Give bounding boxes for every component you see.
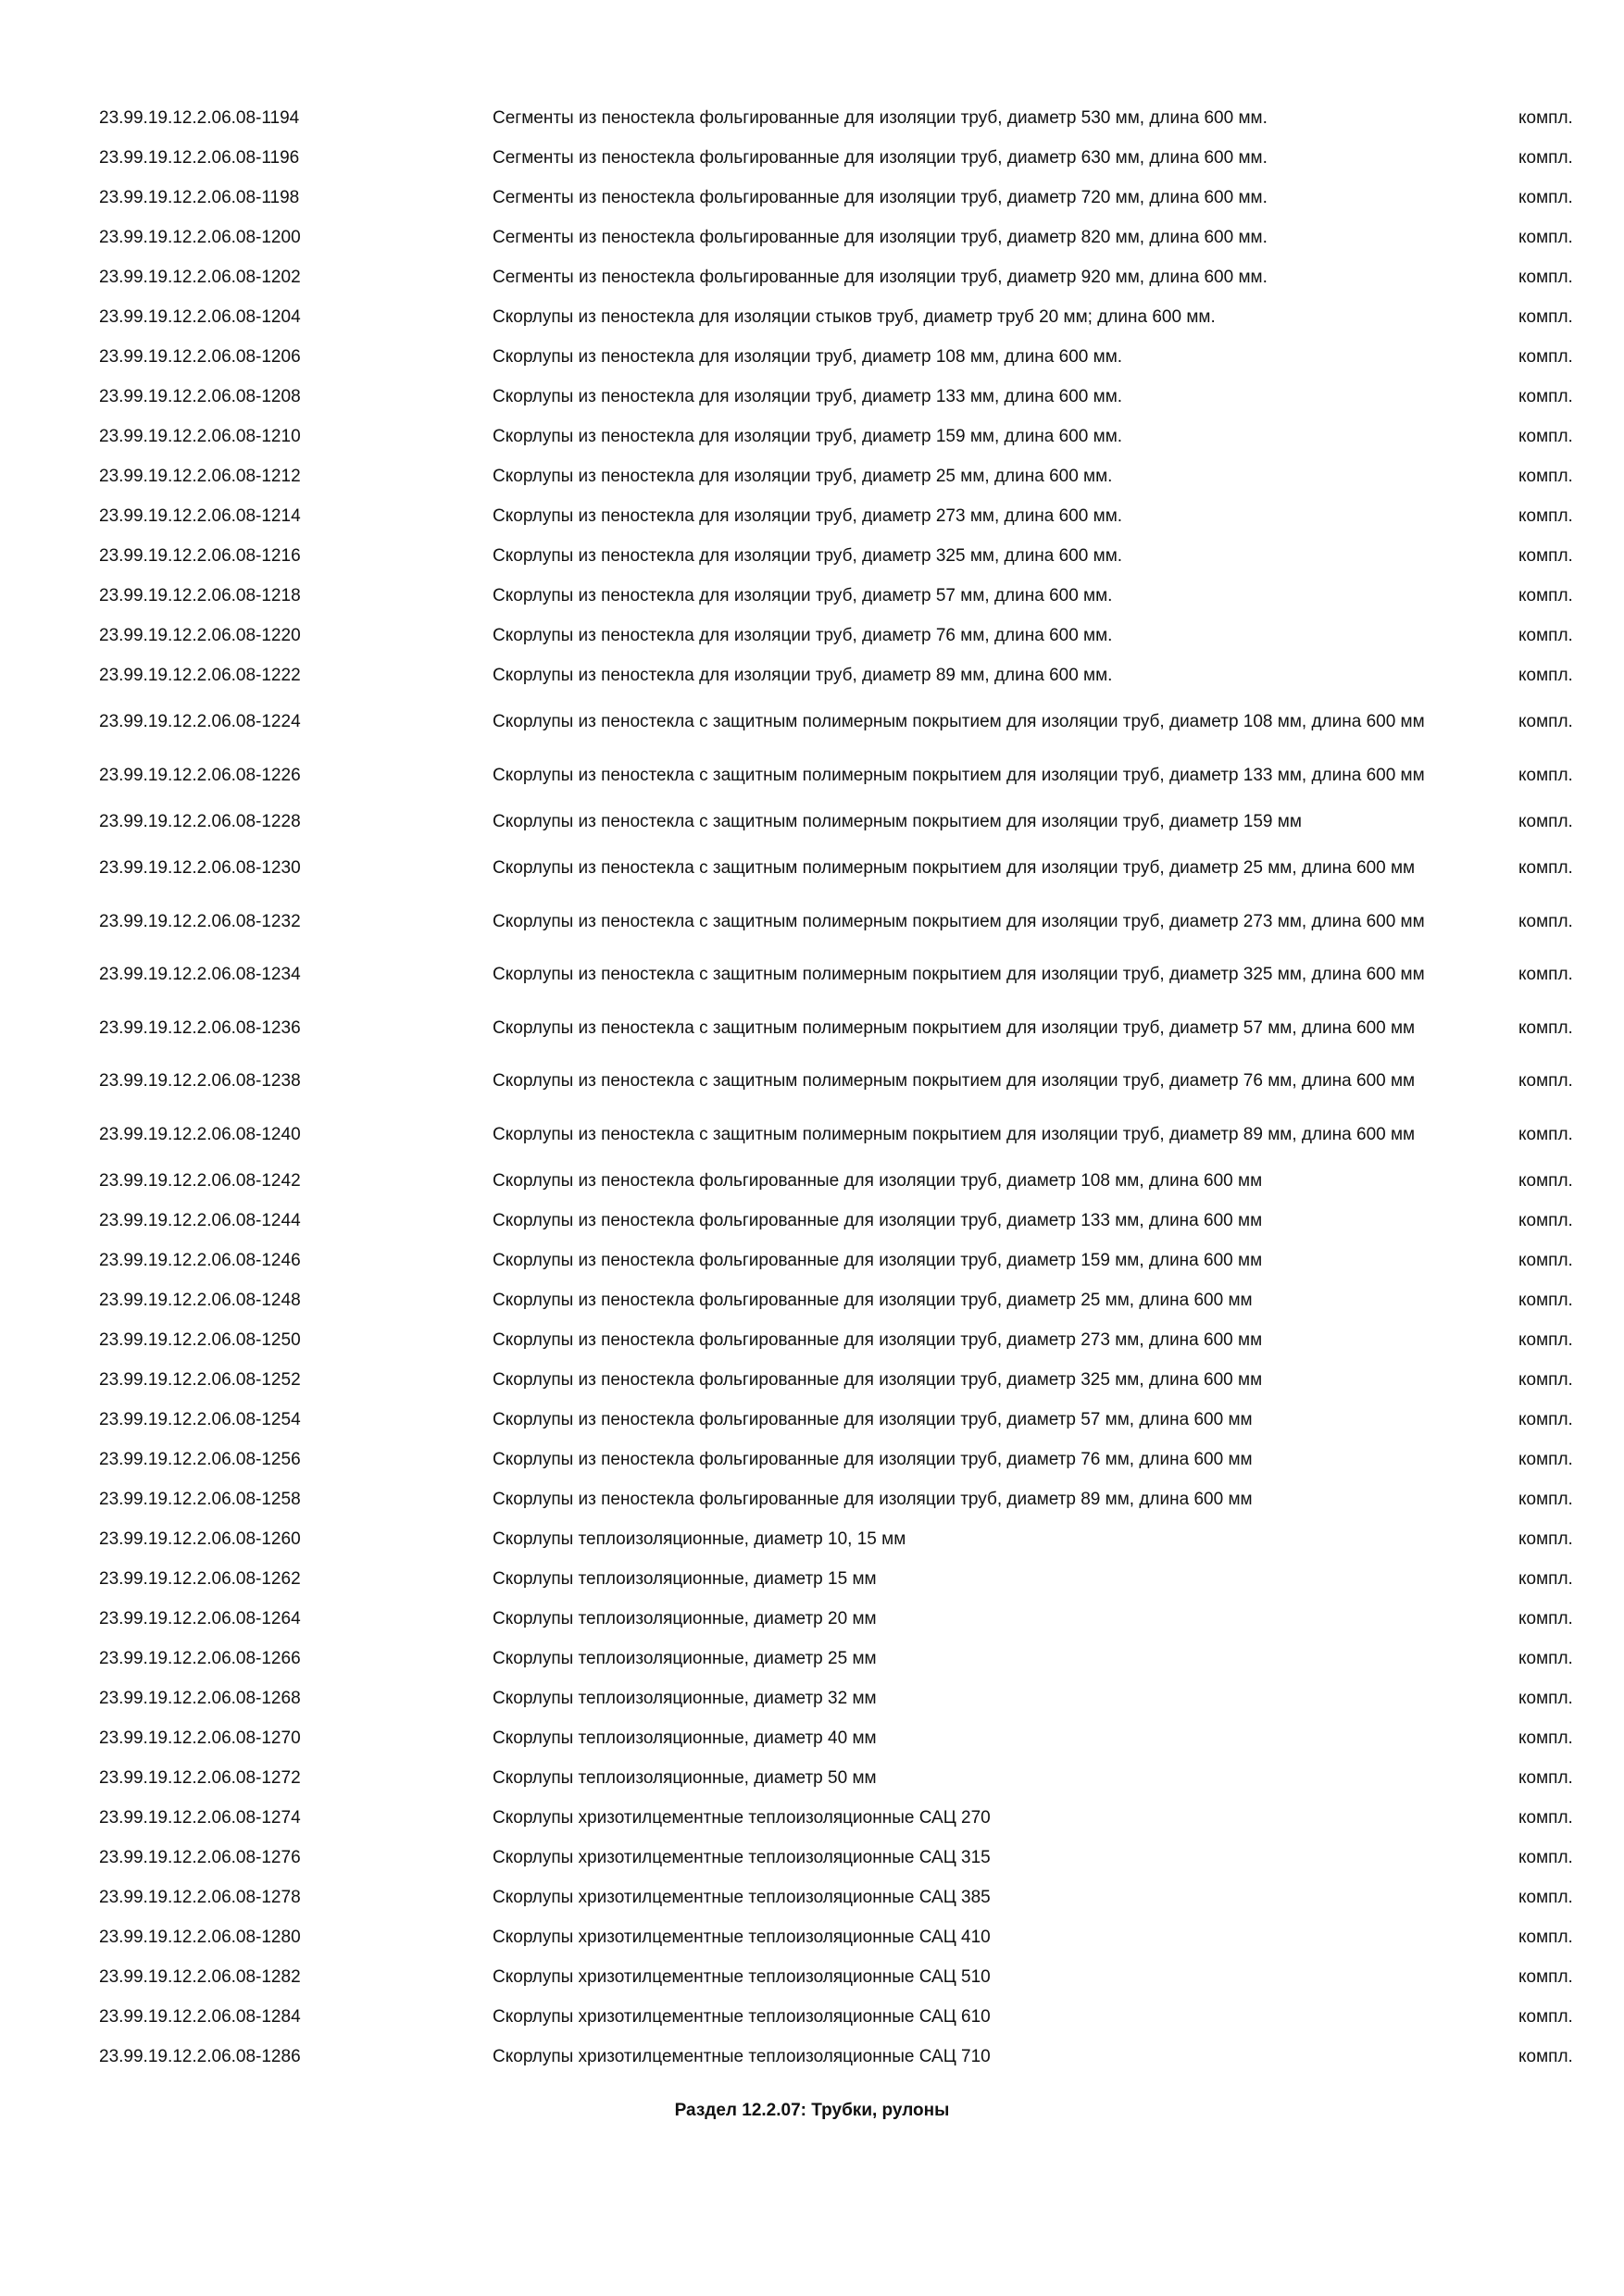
item-code: 23.99.19.12.2.06.08-1248 [99, 1291, 301, 1310]
item-name: Скорлупы теплоизоляционные, диаметр 40 мм [493, 1728, 877, 1748]
table-row [0, 749, 1624, 803]
item-name: Скорлупы теплоизоляционные, диаметр 20 мм [493, 1609, 877, 1628]
item-name: Скорлупы из пеностекла для изоляции труб, диаметр 133 мм, длина 600 мм. [493, 387, 1123, 406]
item-name: Скорлупы хризотилцементные теплоизоляционные САЦ 710 [493, 2047, 991, 2066]
item-unit: компл. [1518, 1490, 1573, 1509]
table-row [0, 218, 1624, 257]
item-name: Сегменты из пеностекла фольгированные для изоляции труб, диаметр 920 мм, длина 600 мм. [493, 268, 1268, 287]
table-row [0, 1559, 1624, 1599]
table-row [0, 377, 1624, 417]
item-name: Скорлупы теплоизоляционные, диаметр 32 мм [493, 1689, 877, 1708]
table-row [0, 895, 1624, 949]
table-row [0, 948, 1624, 1002]
table-row [0, 1280, 1624, 1320]
item-code: 23.99.19.12.2.06.08-1282 [99, 1967, 301, 1987]
table-row [0, 1054, 1624, 1108]
item-name: Сегменты из пеностекла фольгированные для изоляции труб, диаметр 820 мм, длина 600 мм. [493, 228, 1268, 247]
item-name: Скорлупы теплоизоляционные, диаметр 10, 15 мм [493, 1529, 906, 1549]
table-row [0, 802, 1624, 842]
table-row [0, 1917, 1624, 1957]
item-unit: компл. [1518, 1569, 1573, 1589]
table-row [0, 1838, 1624, 1878]
item-name: Сегменты из пеностекла фольгированные для изоляции труб, диаметр 630 мм, длина 600 мм. [493, 148, 1268, 168]
item-code: 23.99.19.12.2.06.08-1254 [99, 1410, 301, 1429]
item-code: 23.99.19.12.2.06.08-1212 [99, 467, 301, 486]
item-unit: компл. [1518, 108, 1573, 128]
item-unit: компл. [1518, 858, 1573, 879]
item-unit: компл. [1518, 506, 1573, 526]
table-row [0, 1320, 1624, 1360]
item-name: Скорлупы хризотилцементные теплоизоляционные САЦ 385 [493, 1888, 991, 1907]
item-unit: компл. [1518, 1609, 1573, 1628]
item-code: 23.99.19.12.2.06.08-1286 [99, 2047, 301, 2066]
item-code: 23.99.19.12.2.06.08-1222 [99, 666, 301, 685]
item-name: Скорлупы из пеностекла фольгированные для изоляции труб, диаметр 89 мм, длина 600 мм [493, 1490, 1253, 1509]
item-code: 23.99.19.12.2.06.08-1216 [99, 546, 301, 566]
item-code: 23.99.19.12.2.06.08-1272 [99, 1768, 301, 1788]
item-unit: компл. [1518, 666, 1573, 685]
table-row [0, 1201, 1624, 1241]
item-name: Скорлупы хризотилцементные теплоизоляционные САЦ 510 [493, 1967, 991, 1987]
item-unit: компл. [1518, 626, 1573, 645]
item-unit: компл. [1518, 2047, 1573, 2066]
item-code: 23.99.19.12.2.06.08-1266 [99, 1649, 301, 1668]
table-row [0, 655, 1624, 695]
table-row [0, 337, 1624, 377]
table-row [0, 257, 1624, 297]
table-row [0, 1878, 1624, 1917]
item-unit: компл. [1518, 427, 1573, 446]
item-unit: компл. [1518, 1124, 1573, 1144]
item-name: Скорлупы из пеностекла для изоляции труб, диаметр 57 мм, длина 600 мм. [493, 586, 1113, 605]
item-unit: компл. [1518, 228, 1573, 247]
item-name: Скорлупы из пеностекла с защитным полимерным покрытием для изоляции труб, диаметр 273 мм, длина 600 мм [493, 911, 1425, 931]
item-code: 23.99.19.12.2.06.08-1260 [99, 1529, 301, 1549]
item-unit: компл. [1518, 1330, 1573, 1350]
item-code: 23.99.19.12.2.06.08-1274 [99, 1808, 301, 1828]
item-name: Скорлупы теплоизоляционные, диаметр 50 мм [493, 1768, 877, 1788]
table-row [0, 417, 1624, 456]
item-code: 23.99.19.12.2.06.08-1234 [99, 965, 301, 985]
item-unit: компл. [1518, 1291, 1573, 1310]
table-row [0, 576, 1624, 616]
section-title: Раздел 12.2.07: Трубки, рулоны [674, 2101, 950, 2120]
item-name: Скорлупы из пеностекла для изоляции стыков труб, диаметр труб 20 мм; длина 600 мм. [493, 307, 1216, 327]
item-code: 23.99.19.12.2.06.08-1276 [99, 1848, 301, 1867]
item-code: 23.99.19.12.2.06.08-1256 [99, 1450, 301, 1469]
item-code: 23.99.19.12.2.06.08-1280 [99, 1928, 301, 1947]
item-code: 23.99.19.12.2.06.08-1252 [99, 1370, 301, 1390]
item-name: Скорлупы из пеностекла фольгированные для изоляции труб, диаметр 133 мм, длина 600 мм [493, 1211, 1263, 1230]
table-row [0, 1108, 1624, 1162]
item-unit: компл. [1518, 1251, 1573, 1270]
item-unit: компл. [1518, 1529, 1573, 1549]
item-name: Скорлупы из пеностекла для изоляции труб, диаметр 76 мм, длина 600 мм. [493, 626, 1113, 645]
item-code: 23.99.19.12.2.06.08-1268 [99, 1689, 301, 1708]
item-name: Скорлупы из пеностекла фольгированные для изоляции труб, диаметр 159 мм, длина 600 мм [493, 1251, 1263, 1270]
item-code: 23.99.19.12.2.06.08-1206 [99, 347, 301, 367]
item-name: Скорлупы из пеностекла с защитным полимерным покрытием для изоляции труб, диаметр 325 мм, длина 600 мм [493, 965, 1425, 985]
item-unit: компл. [1518, 712, 1573, 732]
item-code: 23.99.19.12.2.06.08-1202 [99, 268, 301, 287]
table-row [0, 1957, 1624, 1997]
item-name: Скорлупы хризотилцементные теплоизоляционные САЦ 410 [493, 1928, 991, 1947]
item-unit: компл. [1518, 1808, 1573, 1828]
item-unit: компл. [1518, 765, 1573, 785]
item-unit: компл. [1518, 546, 1573, 566]
item-unit: компл. [1518, 965, 1573, 985]
item-code: 23.99.19.12.2.06.08-1226 [99, 765, 301, 785]
item-code: 23.99.19.12.2.06.08-1198 [99, 188, 300, 207]
table-row [0, 1161, 1624, 1201]
item-code: 23.99.19.12.2.06.08-1278 [99, 1888, 301, 1907]
item-unit: компл. [1518, 188, 1573, 207]
item-unit: компл. [1518, 1967, 1573, 1987]
item-code: 23.99.19.12.2.06.08-1238 [99, 1071, 301, 1092]
item-unit: компл. [1518, 148, 1573, 168]
item-code: 23.99.19.12.2.06.08-1240 [99, 1124, 301, 1144]
item-name: Скорлупы из пеностекла для изоляции труб, диаметр 159 мм, длина 600 мм. [493, 427, 1123, 446]
item-unit: компл. [1518, 1450, 1573, 1469]
item-code: 23.99.19.12.2.06.08-1262 [99, 1569, 301, 1589]
item-unit: компл. [1518, 1689, 1573, 1708]
table-row [0, 1360, 1624, 1400]
item-unit: компл. [1518, 387, 1573, 406]
table-row [0, 1519, 1624, 1559]
item-name: Скорлупы из пеностекла для изоляции труб, диаметр 89 мм, длина 600 мм. [493, 666, 1113, 685]
item-name: Скорлупы хризотилцементные теплоизоляционные САЦ 315 [493, 1848, 991, 1867]
item-name: Скорлупы из пеностекла фольгированные для изоляции труб, диаметр 273 мм, длина 600 мм [493, 1330, 1263, 1350]
item-name: Сегменты из пеностекла фольгированные для изоляции труб, диаметр 720 мм, длина 600 мм. [493, 188, 1268, 207]
item-code: 23.99.19.12.2.06.08-1244 [99, 1211, 301, 1230]
item-code: 23.99.19.12.2.06.08-1232 [99, 911, 301, 931]
table-row [0, 1400, 1624, 1440]
item-unit: компл. [1518, 812, 1573, 831]
item-unit: компл. [1518, 1410, 1573, 1429]
item-code: 23.99.19.12.2.06.08-1264 [99, 1609, 301, 1628]
table-row [0, 1639, 1624, 1678]
item-unit: компл. [1518, 347, 1573, 367]
table-row [0, 1718, 1624, 1758]
table-row [0, 297, 1624, 337]
item-unit: компл. [1518, 1728, 1573, 1748]
item-code: 23.99.19.12.2.06.08-1218 [99, 586, 301, 605]
item-code: 23.99.19.12.2.06.08-1208 [99, 387, 301, 406]
item-code: 23.99.19.12.2.06.08-1214 [99, 506, 301, 526]
table-row [0, 1997, 1624, 2037]
item-unit: компл. [1518, 1211, 1573, 1230]
item-code: 23.99.19.12.2.06.08-1210 [99, 427, 301, 446]
item-name: Скорлупы хризотилцементные теплоизоляционные САЦ 610 [493, 2007, 991, 2027]
item-name: Скорлупы из пеностекла фольгированные для изоляции труб, диаметр 325 мм, длина 600 мм [493, 1370, 1263, 1390]
table-row [0, 138, 1624, 178]
table-row [0, 842, 1624, 895]
table-row [0, 98, 1624, 138]
item-unit: компл. [1518, 1928, 1573, 1947]
item-name: Скорлупы теплоизоляционные, диаметр 15 мм [493, 1569, 877, 1589]
item-unit: компл. [1518, 1071, 1573, 1092]
item-name: Скорлупы из пеностекла с защитным полимерным покрытием для изоляции труб, диаметр 25 мм, длина 600 мм [493, 858, 1416, 879]
table-row [0, 536, 1624, 576]
item-unit: компл. [1518, 307, 1573, 327]
item-name: Скорлупы из пеностекла фольгированные для изоляции труб, диаметр 108 мм, длина 600 мм [493, 1171, 1263, 1191]
item-name: Скорлупы из пеностекла для изоляции труб, диаметр 108 мм, длина 600 мм. [493, 347, 1123, 367]
item-unit: компл. [1518, 1017, 1573, 1038]
table-row [0, 496, 1624, 536]
material-table [0, 98, 1624, 2077]
item-unit: компл. [1518, 467, 1573, 486]
item-code: 23.99.19.12.2.06.08-1194 [99, 108, 300, 128]
item-unit: компл. [1518, 1888, 1573, 1907]
item-unit: компл. [1518, 1768, 1573, 1788]
item-unit: компл. [1518, 586, 1573, 605]
item-unit: компл. [1518, 1848, 1573, 1867]
item-name: Скорлупы хризотилцементные теплоизоляционные САЦ 270 [493, 1808, 991, 1828]
table-row [0, 1002, 1624, 1055]
table-row [0, 1758, 1624, 1798]
item-name: Скорлупы из пеностекла с защитным полимерным покрытием для изоляции труб, диаметр 89 мм, длина 600 мм [493, 1124, 1416, 1144]
item-code: 23.99.19.12.2.06.08-1284 [99, 2007, 301, 2027]
item-unit: компл. [1518, 1370, 1573, 1390]
table-row [0, 1479, 1624, 1519]
item-name: Скорлупы из пеностекла с защитным полимерным покрытием для изоляции труб, диаметр 57 мм, длина 600 мм [493, 1017, 1416, 1038]
item-name: Скорлупы из пеностекла для изоляции труб, диаметр 273 мм, длина 600 мм. [493, 506, 1123, 526]
table-row [0, 456, 1624, 496]
item-name: Скорлупы из пеностекла для изоляции труб, диаметр 325 мм, длина 600 мм. [493, 546, 1123, 566]
item-code: 23.99.19.12.2.06.08-1230 [99, 858, 301, 879]
item-unit: компл. [1518, 1649, 1573, 1668]
item-code: 23.99.19.12.2.06.08-1258 [99, 1490, 301, 1509]
table-row [0, 1241, 1624, 1280]
item-code: 23.99.19.12.2.06.08-1246 [99, 1251, 301, 1270]
table-row [0, 178, 1624, 218]
item-code: 23.99.19.12.2.06.08-1228 [99, 812, 301, 831]
item-code: 23.99.19.12.2.06.08-1224 [99, 712, 301, 732]
table-row [0, 1678, 1624, 1718]
item-code: 23.99.19.12.2.06.08-1220 [99, 626, 301, 645]
table-row [0, 695, 1624, 749]
item-name: Скорлупы из пеностекла с защитным полимерным покрытием для изоляции труб, диаметр 76 мм, длина 600 мм [493, 1071, 1416, 1092]
item-name: Скорлупы из пеностекла фольгированные для изоляции труб, диаметр 57 мм, длина 600 мм [493, 1410, 1253, 1429]
item-code: 23.99.19.12.2.06.08-1250 [99, 1330, 301, 1350]
item-unit: компл. [1518, 1171, 1573, 1191]
item-name: Скорлупы из пеностекла с защитным полимерным покрытием для изоляции труб, диаметр 133 мм, длина 600 мм [493, 765, 1425, 785]
table-row [0, 1440, 1624, 1479]
item-name: Скорлупы из пеностекла для изоляции труб, диаметр 25 мм, длина 600 мм. [493, 467, 1113, 486]
item-unit: компл. [1518, 911, 1573, 931]
item-name: Скорлупы из пеностекла с защитным полимерным покрытием для изоляции труб, диаметр 159 мм [493, 812, 1302, 831]
item-code: 23.99.19.12.2.06.08-1200 [99, 228, 301, 247]
table-row [0, 1798, 1624, 1838]
item-name: Скорлупы из пеностекла с защитным полимерным покрытием для изоляции труб, диаметр 108 мм, длина 600 мм [493, 712, 1425, 732]
item-name: Скорлупы из пеностекла фольгированные для изоляции труб, диаметр 76 мм, длина 600 мм [493, 1450, 1253, 1469]
table-row [0, 2037, 1624, 2077]
table-row [0, 1599, 1624, 1639]
item-code: 23.99.19.12.2.06.08-1236 [99, 1017, 301, 1038]
item-code: 23.99.19.12.2.06.08-1270 [99, 1728, 301, 1748]
item-code: 23.99.19.12.2.06.08-1204 [99, 307, 301, 327]
item-name: Сегменты из пеностекла фольгированные для изоляции труб, диаметр 530 мм, длина 600 мм. [493, 108, 1268, 128]
item-name: Скорлупы из пеностекла фольгированные для изоляции труб, диаметр 25 мм, длина 600 мм [493, 1291, 1253, 1310]
item-name: Скорлупы теплоизоляционные, диаметр 25 мм [493, 1649, 877, 1668]
item-code: 23.99.19.12.2.06.08-1196 [99, 148, 300, 168]
item-unit: компл. [1518, 268, 1573, 287]
table-row [0, 616, 1624, 655]
item-unit: компл. [1518, 2007, 1573, 2027]
item-code: 23.99.19.12.2.06.08-1242 [99, 1171, 301, 1191]
